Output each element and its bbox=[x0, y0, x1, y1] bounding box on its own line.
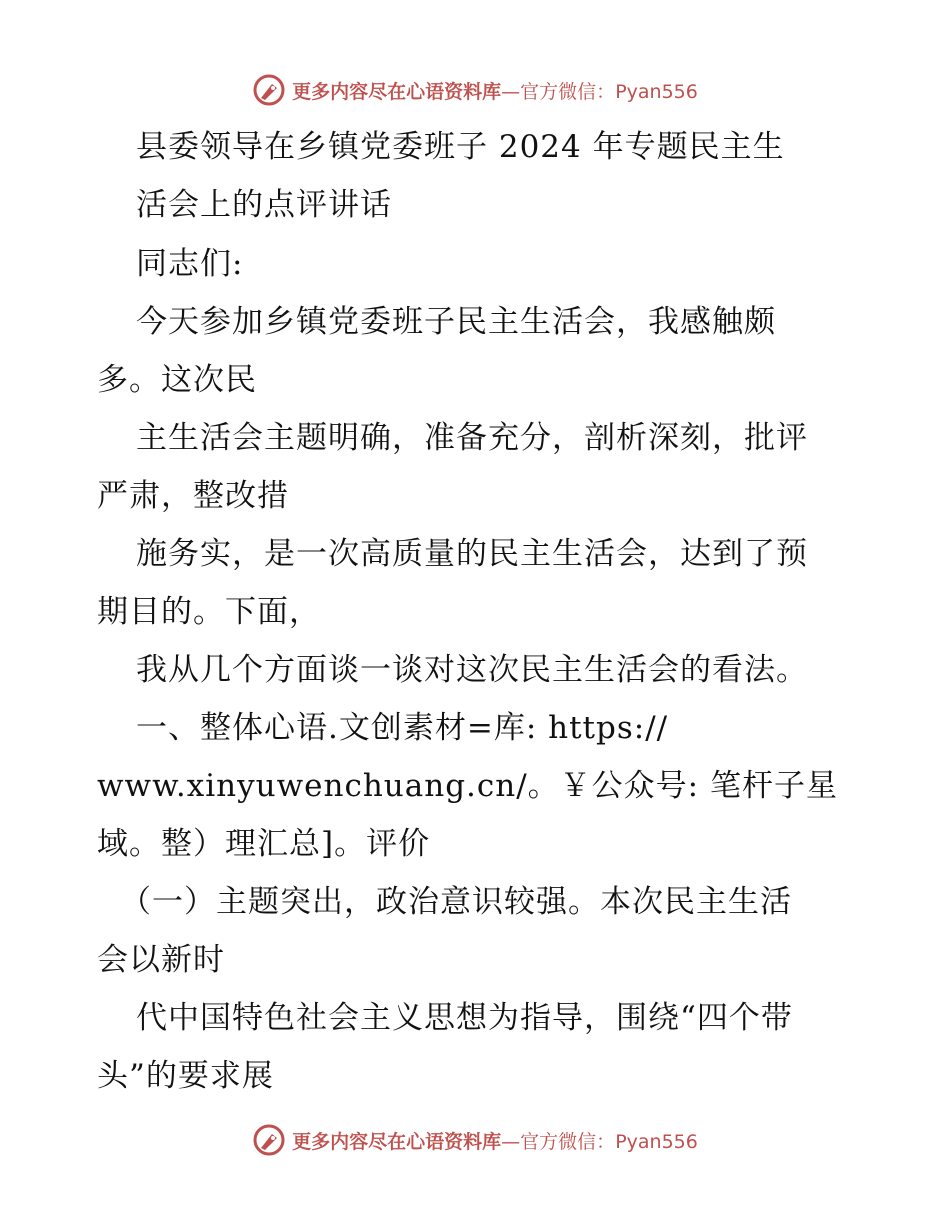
paragraph-line: 我从几个方面谈一谈对这次民主生活会的看法。 bbox=[136, 652, 808, 688]
paragraph-line: 施务实，是一次高质量的民主生活会，达到了预 bbox=[136, 536, 808, 572]
footer-banner-wechat-label: —官方微信： bbox=[501, 1130, 616, 1153]
title-line-1: 县委领导在乡镇党委班子 2024 年专题民主生 bbox=[136, 129, 785, 165]
paragraph-line: 多。这次民 bbox=[97, 362, 257, 398]
paragraph-line: 今天参加乡镇党委班子民主生活会，我感触颇 bbox=[136, 304, 776, 340]
header-banner-wechat-label: —官方微信： bbox=[501, 80, 616, 103]
footer-banner-title: 更多内容尽在心语资料库 bbox=[292, 1130, 502, 1153]
header-banner-inner bbox=[252, 73, 698, 107]
paragraph-line: www.xinyuwenchuang.cn/。￥公众号: 笔杆子星 bbox=[97, 768, 838, 804]
header-banner bbox=[0, 68, 950, 112]
paragraph-line: 期目的。下面， bbox=[97, 594, 321, 630]
paragraph-line: 域。整）理汇总]。评价 bbox=[97, 826, 431, 862]
paragraph-line: 严肃，整改措 bbox=[97, 478, 289, 514]
paragraph-line: 会以新时 bbox=[97, 942, 225, 978]
pen-nib-logo-icon bbox=[252, 1123, 286, 1157]
paragraph-line: 代中国特色社会主义思想为指导，围绕“四个带 bbox=[136, 1000, 793, 1036]
header-banner-title: 更多内容尽在心语资料库 bbox=[292, 80, 502, 103]
footer-banner-text bbox=[292, 1127, 698, 1154]
footer-banner-wechat-id: Pyan556 bbox=[615, 1130, 698, 1153]
footer-banner-inner bbox=[252, 1123, 698, 1157]
header-banner-text bbox=[292, 77, 698, 104]
subsection-heading-line: （一）主题突出，政治意识较强。本次民主生活 bbox=[120, 884, 792, 920]
footer-banner bbox=[0, 1118, 950, 1162]
title-line-2: 活会上的点评讲话 bbox=[136, 187, 392, 223]
pen-nib-logo-icon bbox=[252, 73, 286, 107]
salutation: 同志们: bbox=[136, 246, 244, 282]
section-heading-line: 一、整体心语.文创素材=库: https:// bbox=[136, 710, 669, 746]
header-banner-wechat-id: Pyan556 bbox=[615, 80, 698, 103]
paragraph-line: 主生活会主题明确，准备充分，剖析深刻，批评 bbox=[136, 420, 808, 456]
paragraph-line: 头”的要求展 bbox=[97, 1058, 274, 1094]
